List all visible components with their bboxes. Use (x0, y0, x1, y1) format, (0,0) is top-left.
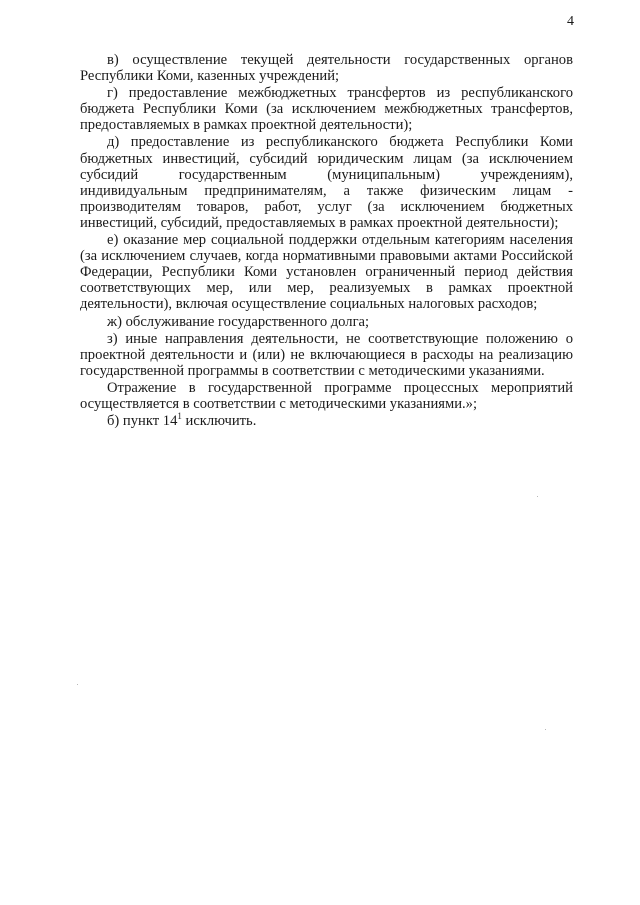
document-body (80, 52, 573, 429)
closing-superscript: 1 (177, 411, 182, 422)
scan-speck (537, 496, 538, 497)
paragraph-zh: ж) обслуживание государственного долга; (107, 313, 370, 330)
paragraph-v: в) осуществление текущей деятельности государственных органов Республики Коми, казенных учреждений; (80, 52, 573, 85)
scan-speck (77, 684, 78, 685)
page-number: 4 (567, 14, 574, 29)
closing-prefix: б) пункт 14 (107, 413, 178, 430)
scan-speck (545, 729, 546, 730)
closing-suffix: исключить. (181, 413, 257, 430)
paragraph-e: е) оказание мер социальной поддержки отдельным категориям населения (за исключением случаев, когда нормативными правовыми актами Российской Федерации, Республики Коми установлен ограниченный период действия соответствующих мер, или мер, реализуемых в рамках проектной деятельности), включая осуществление социальных налоговых расходов; (80, 232, 573, 313)
paragraph-closing (80, 413, 573, 429)
paragraph-g: г) предоставление межбюджетных трансфертов из республиканского бюджета Республики Коми (за исключением межбюджетных трансфертов, предоставляемых в рамках проектной деятельности); (80, 85, 573, 134)
paragraph-d: д) предоставление из республиканского бюджета Республики Коми бюджетных инвестиций, субсидий юридическим лицам (за исключением субсидий государственным (муниципальным) учреждениям), индивидуальным предпринимателям, а также физическим лицам - производителям товаров, работ, услуг (за исключением бюджетных инвестиций, субсидий, предоставляемых в рамках проектной деятельности); (80, 134, 573, 231)
paragraph-reflection: Отражение в государственной программе процессных мероприятий осуществляется в соответствии с методическими указаниями.»; (80, 379, 573, 412)
paragraph-z: з) иные направления деятельности, не соответствующие положению о проектной деятельности и (или) не включающиеся в расходы на реализацию государственной программы в соответствии с методическими указаниями. (80, 330, 573, 379)
